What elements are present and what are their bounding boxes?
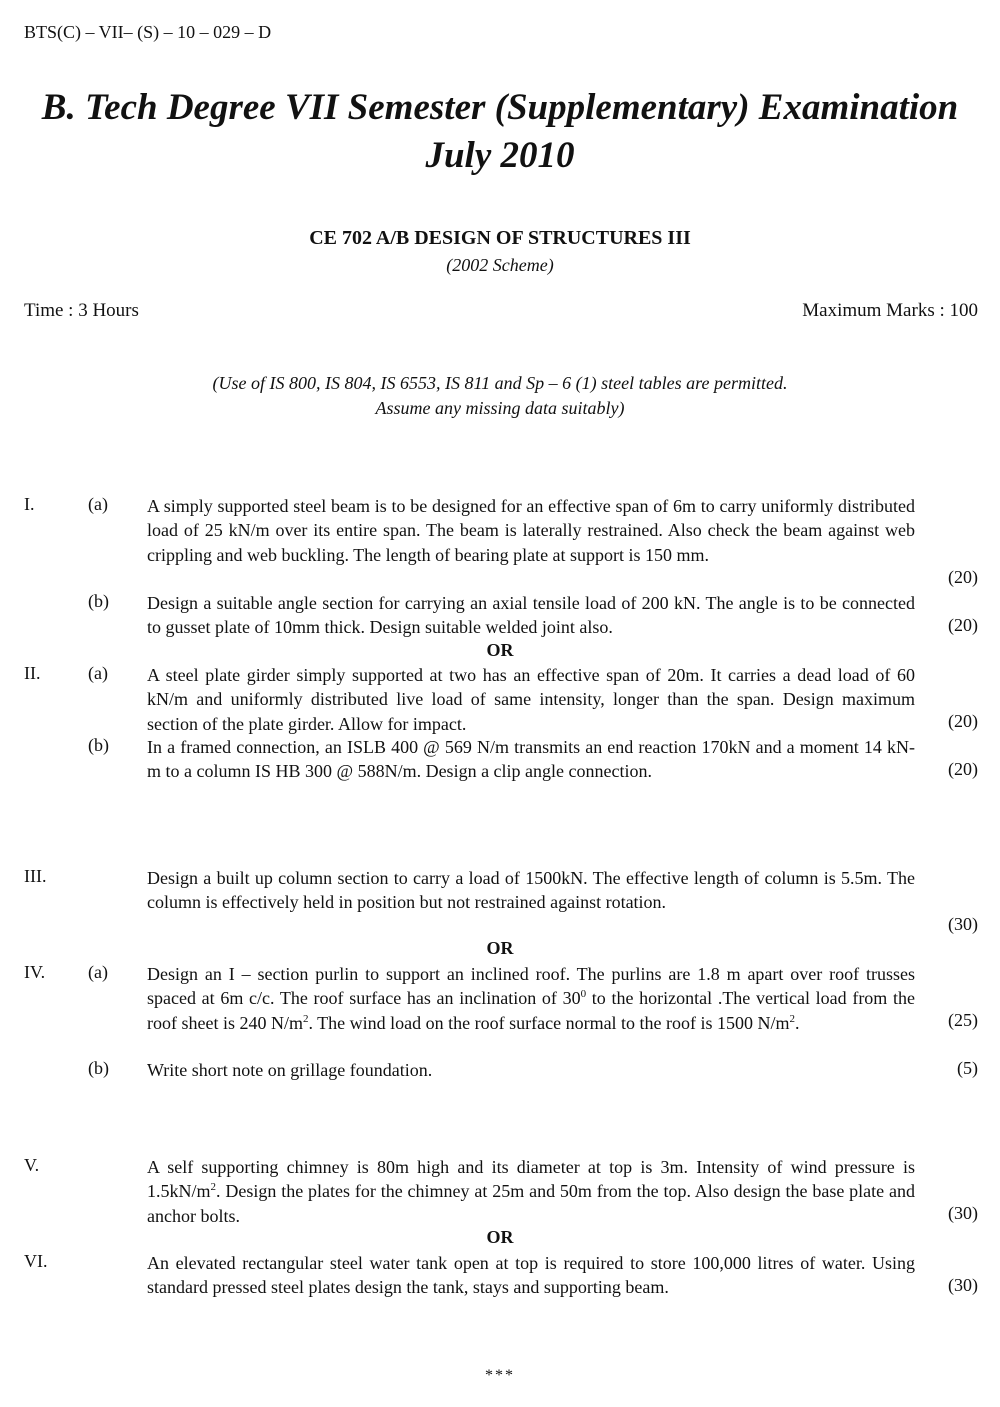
- question-text: A self supporting chimney is 80m high and its diameter at top is 3m. Intensity of wind pressure is $1.5kN/m^2$. Design the plates for the chimney at 25m and 50m from the top. Also design the base plate and anchor bolts.: [147, 1157, 915, 1226]
- exam-date: July 2010: [425, 135, 575, 176]
- question-text: A simply supported steel beam is to be designed for an effective span of 6m to carry uniformly distributed load of 25 kN/m over its entire span. The beam is laterally restrained. Also check the beam against web crippling and web buckling. The length of bearing plate at support is 150 mm.: [147, 496, 915, 565]
- question-number: VI.: [24, 1251, 48, 1271]
- exam-title: B. Tech Degree VII Semester (Supplementary) Examination: [41, 87, 959, 128]
- question-text: In a framed connection, an ISLB 400 @ 569 N/m transmits an end reaction 170kN and a moment 14 kN-m to a column IS HB 300 @ 588N/m. Design a clip angle connection.: [147, 737, 915, 782]
- question-marks: (20): [948, 759, 978, 779]
- or-separator: OR: [486, 938, 514, 958]
- question-number: IV.: [24, 962, 46, 982]
- paper-code: BTS(C) – VII– (S) – 10 – 029 – D: [24, 22, 272, 42]
- question-marks: (30): [948, 1203, 978, 1223]
- question-text: Design a built up column section to carry a load of 1500kN. The effective length of column is 5.5m. The column is effectively held in position but not restrained against rotation.: [147, 868, 915, 913]
- instructions-line-2: Assume any missing data suitably): [375, 398, 625, 418]
- question-marks: (5): [957, 1058, 978, 1078]
- question-text: Write short note on grillage foundation.: [147, 1060, 433, 1080]
- scheme-label: (2002 Scheme): [446, 255, 554, 275]
- question-marks: (20): [948, 711, 978, 731]
- question-text: Design an I – section purlin to support an inclined roof. The purlins are 1.8 m apart over roof trusses spaced at 6m c/c. The roof surface has an inclination of $30^0$ to the horizontal .The vertical load from the roof sheet is 240 $N/m^2$. The wind load on the roof surface normal to the roof is 1500 $N/m^2$.: [147, 964, 915, 1033]
- question-marks: (30): [948, 1275, 978, 1295]
- question-number: I.: [24, 494, 35, 514]
- question-marks: (30): [948, 914, 978, 934]
- sub-question-label: (a): [88, 663, 108, 683]
- question-text: An elevated rectangular steel water tank open at top is required to store 100,000 litres of water. Using standard pressed steel plates design the tank, stays and supporting beam.: [147, 1253, 915, 1298]
- question-marks: (20): [948, 567, 978, 587]
- sub-question-label: (b): [88, 1058, 109, 1078]
- max-marks-label: Maximum Marks : 100: [802, 300, 978, 321]
- question-number: III.: [24, 866, 47, 886]
- question-number: II.: [24, 663, 41, 683]
- instructions-line-1: (Use of IS 800, IS 804, IS 6553, IS 811 and Sp – 6 (1) steel tables are permitted.: [212, 373, 788, 393]
- or-separator: OR: [486, 640, 514, 660]
- time-label: Time : 3 Hours: [24, 300, 139, 321]
- sub-question-label: (a): [88, 962, 108, 982]
- sub-question-label: (b): [88, 735, 109, 755]
- question-text: Design a suitable angle section for carrying an axial tensile load of 200 kN. The angle is to be connected to gusset plate of 10mm thick. Design suitable welded joint also.: [147, 593, 915, 638]
- sub-question-label: (b): [88, 591, 109, 611]
- question-marks: (20): [948, 615, 978, 635]
- end-marker: ***: [485, 1367, 515, 1384]
- question-number: V.: [24, 1155, 40, 1175]
- question-marks: (25): [948, 1010, 978, 1030]
- course-title: CE 702 A/B DESIGN OF STRUCTURES III: [309, 227, 691, 249]
- sub-question-label: (a): [88, 494, 108, 514]
- question-text: A steel plate girder simply supported at two has an effective span of 20m. It carries a dead load of 60 kN/m and uniformly distributed live load of same intensity, longer than the span. Design maximum section of the plate girder. Allow for impact.: [147, 665, 915, 734]
- or-separator: OR: [486, 1227, 514, 1247]
